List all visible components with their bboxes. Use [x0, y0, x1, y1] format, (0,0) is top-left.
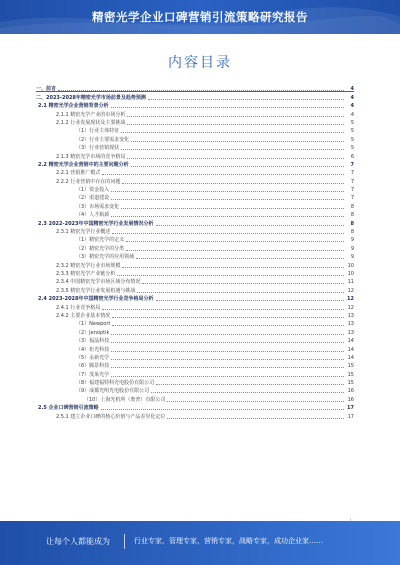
toc-entry[interactable]: [36, 277, 354, 285]
toc-entry-page: 8: [350, 220, 354, 227]
toc-entry[interactable]: [36, 378, 354, 386]
toc-entry-page: 14: [347, 354, 354, 361]
toc-entry-page: 7: [350, 178, 354, 185]
toc-entry-page: 4: [350, 86, 354, 93]
toc-entry[interactable]: [36, 210, 354, 218]
toc-entry-page: 10: [347, 270, 354, 277]
toc-entry-label: 二、2023-2028年精密光学市场前景及趋势预测: [36, 94, 146, 101]
toc-entry[interactable]: [36, 143, 354, 151]
toc-entry-label: 2.4 2023-2028年中国精密光学行业竞争格局分析: [38, 296, 154, 303]
toc-entry-page: 13: [347, 321, 354, 328]
toc-entry[interactable]: [36, 118, 354, 126]
toc-entry[interactable]: [36, 294, 354, 302]
toc-entry-label: （2）Jenoptik: [76, 329, 110, 336]
toc-entry-page: 4: [350, 94, 354, 101]
toc-dot-leader: [117, 274, 344, 276]
toc-entry-page: 9: [350, 237, 354, 244]
toc-entry[interactable]: [36, 394, 354, 402]
toc-dot-leader: [156, 299, 344, 301]
toc-entry[interactable]: [36, 252, 354, 260]
toc-dot-leader: [131, 140, 344, 142]
toc-entry-page: 15: [347, 380, 354, 387]
toc-entry-page: 15: [347, 363, 354, 370]
toc-dot-leader: [156, 383, 344, 385]
toc-entry[interactable]: [36, 109, 354, 117]
toc-dot-leader: [151, 391, 344, 393]
toc-dot-leader: [137, 291, 344, 293]
toc-entry-page: 5: [350, 119, 354, 126]
toc-dot-leader: [122, 266, 344, 268]
toc-entry-page: 17: [347, 413, 354, 420]
toc-entry-label: （9）成都光明光电股份有限公司: [76, 388, 150, 395]
toc-entry-label: （3）精密光学的应用领域: [76, 254, 135, 261]
toc-dot-leader: [156, 224, 344, 226]
toc-entry-label: （4）人才瓶颈: [76, 212, 110, 219]
toc-dot-leader: [136, 257, 344, 259]
toc-entry-label: （10）上海光机所（奥普）有限公司: [84, 396, 166, 403]
toc-entry-page: 5: [350, 136, 354, 143]
toc-entry-page: 9: [350, 245, 354, 252]
toc-entry-label: 2.3.4 中国精密光学市场区域分布情况: [56, 279, 141, 286]
toc-dot-leader: [111, 190, 344, 192]
toc-entry[interactable]: [36, 227, 354, 235]
toc-heading: 内容目录: [168, 55, 232, 71]
toc-entry[interactable]: [36, 319, 354, 327]
toc-entry-page: 7: [350, 195, 354, 202]
toc-entry-page: 7: [350, 161, 354, 168]
toc-entry[interactable]: [36, 126, 354, 134]
toc-dot-leader: [112, 324, 344, 326]
toc-entry[interactable]: [36, 134, 354, 142]
toc-dot-leader: [127, 115, 344, 117]
toc-entry-page: 16: [347, 388, 354, 395]
toc-entry-label: （1）精密光学的定义: [76, 237, 125, 244]
toc-entry-label: 2.2.2 行业营销中存在的问题: [56, 178, 121, 185]
toc-entry-label: 2.3 2022-2023年中国精密光学行业发展情况分析: [38, 220, 154, 227]
toc-entry[interactable]: [36, 302, 354, 310]
toc-entry[interactable]: [36, 201, 354, 209]
footer-divider: [124, 534, 125, 549]
toc-entry-label: 2.3.1 精密光学行业概述: [56, 229, 111, 236]
table-of-contents: [36, 84, 354, 420]
toc-dot-leader: [102, 173, 344, 175]
toc-entry-page: 9: [350, 254, 354, 261]
toc-dot-leader: [111, 215, 344, 217]
toc-dot-leader: [126, 240, 344, 242]
toc-entry[interactable]: [36, 403, 354, 411]
toc-entry-label: （2）行业主要需求变化: [76, 136, 130, 143]
toc-entry-page: 6: [350, 153, 354, 160]
toc-dot-leader: [127, 157, 344, 159]
toc-dot-leader: [127, 123, 344, 125]
toc-entry[interactable]: [36, 369, 354, 377]
toc-entry[interactable]: [36, 361, 354, 369]
toc-entry-page: 12: [347, 296, 354, 303]
toc-entry-label: 2.1 精密光学企业营销背景分析: [38, 103, 109, 110]
toc-entry-label: （3）行业营销现状: [76, 145, 120, 152]
toc-dot-leader: [101, 408, 344, 410]
toc-entry[interactable]: [36, 411, 354, 419]
toc-entry-label: （3）市场需求变化: [76, 203, 120, 210]
toc-dot-leader: [167, 400, 344, 402]
toc-entry-label: 2.2.1 营销推广模式: [56, 170, 101, 177]
toc-entry-page: 7: [350, 187, 354, 194]
toc-entry[interactable]: [36, 176, 354, 184]
toc-entry[interactable]: [36, 311, 354, 319]
toc-entry-label: （3）福晶科技: [76, 338, 110, 345]
toc-dot-leader: [58, 89, 344, 91]
toc-dot-leader: [111, 375, 344, 377]
toc-entry[interactable]: [36, 160, 354, 168]
toc-entry-page: 13: [347, 329, 354, 336]
toc-entry-label: 2.2 精密光学企业营销中的主要问题分析: [38, 161, 129, 168]
toc-entry[interactable]: [36, 151, 354, 159]
toc-dot-leader: [102, 308, 344, 310]
toc-entry-page: 12: [347, 287, 354, 294]
toc-dot-leader: [111, 350, 344, 352]
toc-dot-leader: [111, 106, 344, 108]
report-title: 精密光学企业口碑营销引流策略研究报告: [92, 10, 308, 24]
toc-entry-page: 5: [350, 145, 354, 152]
toc-entry-page: 11: [347, 279, 354, 286]
toc-entry[interactable]: [36, 185, 354, 193]
toc-entry-page: 8: [350, 229, 354, 236]
toc-entry[interactable]: [36, 218, 354, 226]
toc-dot-leader: [112, 232, 344, 234]
toc-entry-label: 2.5 企业口碑营销引流策略: [38, 405, 99, 412]
toc-entry-label: （8）福建福特科光电股份有限公司: [76, 380, 155, 387]
toc-entry-label: 2.3.3 精密光学产业链分析: [56, 270, 116, 277]
toc-dot-leader: [126, 249, 344, 251]
footer-banner: [0, 521, 400, 565]
toc-entry-page: 10: [347, 262, 354, 269]
toc-entry-label: （2）渠道建设: [76, 195, 110, 202]
toc-entry-label: （1）资金投入: [76, 187, 110, 194]
toc-entry-label: 2.4.2 主要企业基本情况: [56, 312, 111, 319]
toc-entry[interactable]: [36, 84, 354, 92]
toc-entry[interactable]: [36, 353, 354, 361]
toc-entry-page: 14: [347, 338, 354, 345]
toc-entry[interactable]: [36, 243, 354, 251]
toc-entry-label: 2.4.1 行业竞争格局: [56, 304, 101, 311]
toc-entry[interactable]: [36, 235, 354, 243]
toc-entry-label: 2.5.1 建立企业口碑的核心价值与产品差异化定位: [56, 413, 166, 420]
toc-entry-page: 8: [350, 212, 354, 219]
toc-entry[interactable]: [36, 101, 354, 109]
toc-dot-leader: [111, 341, 344, 343]
toc-entry-page: 13: [347, 312, 354, 319]
toc-entry[interactable]: [36, 327, 354, 335]
toc-entry-label: （7）茂莱光学: [76, 371, 110, 378]
toc-entry-page: 12: [347, 304, 354, 311]
toc-dot-leader: [148, 98, 344, 100]
toc-dot-leader: [111, 198, 344, 200]
toc-entry-page: 7: [350, 170, 354, 177]
toc-entry-label: （6）腾景科技: [76, 363, 110, 370]
toc-entry-label: 一、前言: [36, 86, 57, 93]
toc-entry[interactable]: [36, 336, 354, 344]
toc-entry-label: （1）行业主体特征: [76, 128, 120, 135]
toc-entry[interactable]: [36, 285, 354, 293]
toc-entry-label: （5）永新光学: [76, 354, 110, 361]
toc-dot-leader: [111, 358, 344, 360]
toc-entry-label: （2）精密光学的分类: [76, 245, 125, 252]
toc-entry[interactable]: [36, 92, 354, 100]
toc-entry-page: 16: [347, 396, 354, 403]
toc-dot-leader: [111, 366, 344, 368]
toc-entry[interactable]: [36, 269, 354, 277]
toc-dot-leader: [131, 165, 344, 167]
toc-dot-leader: [142, 282, 344, 284]
toc-dot-leader: [121, 131, 344, 133]
toc-entry[interactable]: [36, 386, 354, 394]
toc-dot-leader: [121, 207, 344, 209]
toc-entry-page: 5: [350, 128, 354, 135]
toc-entry-label: （1）Newport: [76, 321, 111, 328]
footer-slogan-left: 让每个人都能成为: [46, 537, 110, 546]
toc-dot-leader: [167, 417, 344, 419]
toc-entry-label: 2.3.5 精密光学行业发展机遇与挑战: [56, 287, 136, 294]
toc-entry-page: 4: [350, 103, 354, 110]
toc-entry[interactable]: [36, 168, 354, 176]
toc-entry-label: 2.3.2 精密光学行业市场规模: [56, 262, 121, 269]
toc-entry-page: 14: [347, 346, 354, 353]
footer-slogan-right: 行业专家，管理专家，营销专家，战略专家，成功企业家……: [134, 537, 323, 545]
toc-entry-label: 2.1.3 精密光学市场的竞争格局: [56, 153, 126, 160]
toc-dot-leader: [121, 148, 344, 150]
toc-entry-page: 4: [350, 111, 354, 118]
toc-entry-page: 17: [347, 405, 354, 412]
toc-dot-leader: [112, 316, 344, 318]
toc-entry-label: （4）炬光科技: [76, 346, 110, 353]
header-banner: [0, 0, 400, 34]
toc-entry-page: 15: [347, 371, 354, 378]
toc-entry-label: 2.1.1 精密光学产业的市场分析: [56, 111, 126, 118]
toc-dot-leader: [111, 333, 344, 335]
toc-dot-leader: [122, 182, 344, 184]
toc-entry-label: 2.1.2 行业发展现状及主要挑战: [56, 119, 126, 126]
toc-entry[interactable]: [36, 260, 354, 268]
toc-entry[interactable]: [36, 193, 354, 201]
toc-entry-page: 8: [350, 203, 354, 210]
toc-entry[interactable]: [36, 344, 354, 352]
